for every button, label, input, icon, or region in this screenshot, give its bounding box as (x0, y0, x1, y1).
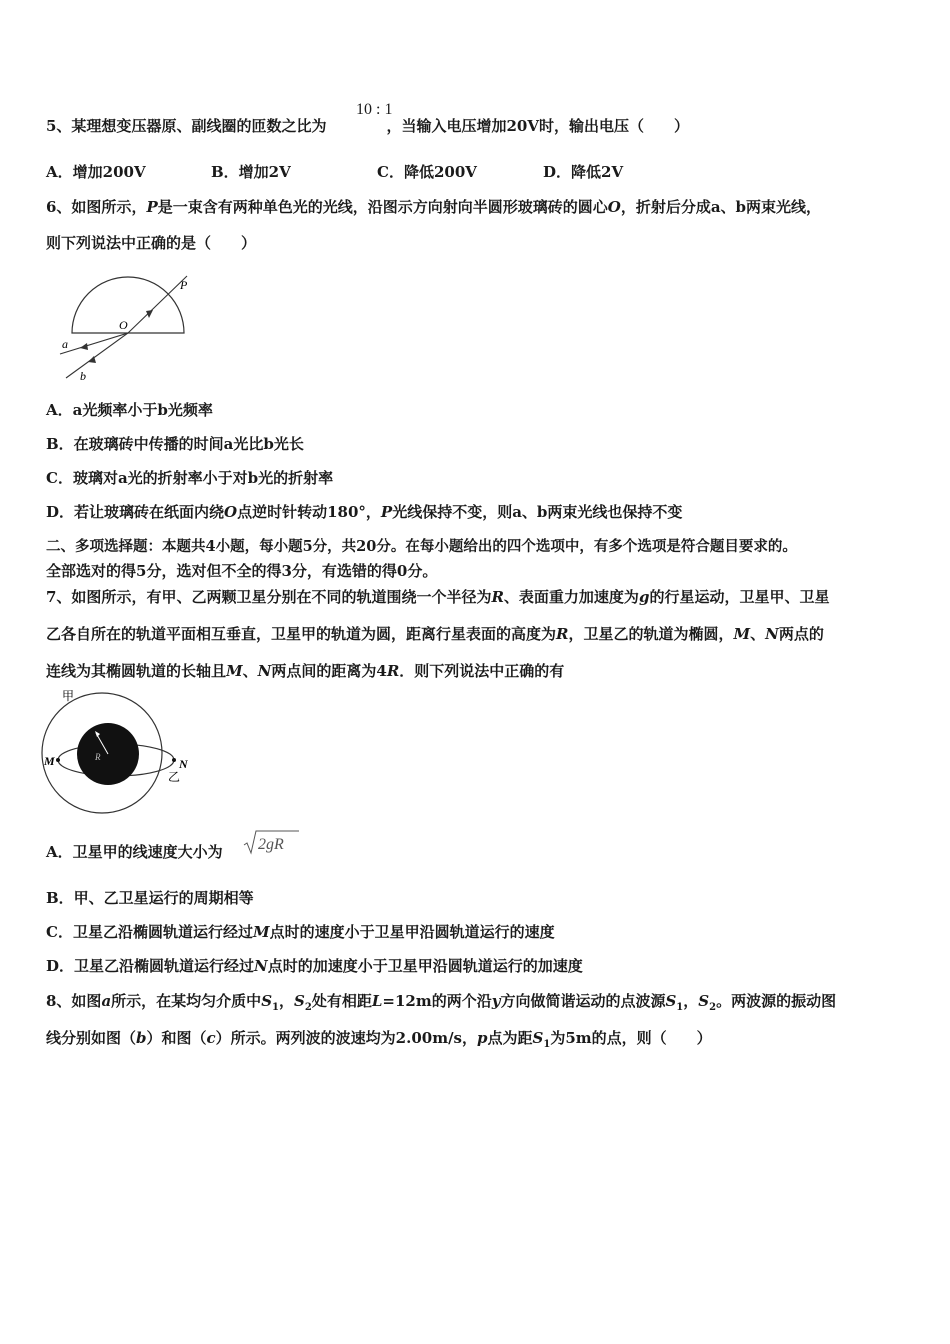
q6-stem-line1: 6、如图所示，P是一束含有两种单色光的光线，沿图示方向射向半圆形玻璃砖的圆心O，折射后分成a、b两束光线， (46, 198, 822, 216)
q8-stem-line2: 线分别如图（b）和图（c）所示。两列波的波速均为2.00m/s，p点为距$S_1$为5m的点，则（ ） (46, 1029, 712, 1050)
q5-option-b[interactable]: B．增加2V (211, 163, 291, 181)
q6-option-b[interactable]: B．在玻璃砖中传播的时间a光比b光长 (46, 435, 304, 453)
q6-option-d[interactable]: D．若让玻璃砖在纸面内绕O点逆时针转动180°，P光线保持不变，则a、b两束光线也保持不变 (46, 503, 683, 521)
svg-text:2gR: 2gR (258, 836, 284, 853)
q7-option-d[interactable]: D．卫星乙沿椭圆轨道运行经过N点时的加速度小于卫星甲沿圆轨道运行的加速度 (46, 957, 583, 975)
q5-ratio: 10 : 1 (356, 101, 393, 118)
label-r: R (95, 752, 101, 762)
label-jia: 甲 (62, 689, 75, 703)
section2-heading-line2: 全部选对的得5分，选对但不全的得3分，有选错的得0分。 (46, 562, 438, 580)
q7-stem-line3: 连线为其椭圆轨道的长轴且M、N两点间的距离为4R．则下列说法中正确的有 (46, 662, 565, 680)
q8-stem-line1: 8、如图a所示，在某均匀介质中$S_1$，$S_2$处有相距L=12m的两个沿y方向做简谐运动的点波源$S_1$，$S_2$。两波源的振动图 (46, 992, 837, 1013)
label-o: O (119, 318, 128, 332)
ray-a-arrow (80, 343, 88, 350)
q6-option-c[interactable]: C．玻璃对a光的折射率小于对b光的折射率 (46, 469, 334, 487)
label-p: P (180, 278, 188, 292)
q7-stem-line2: 乙各自所在的轨道平面相互垂直，卫星甲的轨道为圆，距离行星表面的高度为R，卫星乙的轨道为椭圆，M、N两点的 (46, 625, 824, 643)
q7-option-b[interactable]: B．甲、乙卫星运行的周期相等 (46, 889, 254, 907)
point-m (56, 758, 60, 762)
ray-a (60, 333, 128, 354)
q5-stem: 5、某理想变压器原、副线圈的匝数之比为 ，当输入电压增加20V时，输出电压（ ） (46, 117, 689, 135)
label-b: b (80, 369, 86, 383)
q6-figure-semicircle (50, 272, 200, 387)
q7-stem-line1: 7、如图所示，有甲、乙两颗卫星分别在不同的轨道围绕一个半径为R、表面重力加速度为g的行星运动，卫星甲、卫星 (46, 588, 830, 606)
glass-semicircle (72, 277, 184, 333)
q5-option-c[interactable]: C．降低200V (377, 163, 477, 181)
point-n (172, 758, 176, 762)
q6-option-a[interactable]: A．a光频率小于b光频率 (46, 401, 213, 419)
q7-figure-orbits (40, 688, 200, 816)
label-a: a (62, 337, 68, 351)
q5-option-a[interactable]: A．增加200V (46, 163, 146, 181)
q6-stem-line2: 则下列说法中正确的是（ ） (46, 234, 257, 252)
q7-option-c[interactable]: C．卫星乙沿椭圆轨道运行经过M点时的速度小于卫星甲沿圆轨道运行的速度 (46, 923, 555, 941)
label-yi: 乙 (168, 770, 181, 784)
section2-heading-line1: 二、多项选择题：本题共4小题，每小题5分，共20分。在每小题给出的四个选项中，有多个选项是符合题目要求的。 (46, 538, 797, 555)
label-n: N (179, 757, 188, 771)
sqrt-2gR (243, 828, 301, 856)
q5-option-d[interactable]: D．降低2V (543, 163, 624, 181)
ray-b (66, 333, 128, 378)
label-m: M (44, 754, 55, 768)
q7-option-a[interactable]: A．卫星甲的线速度大小为 (46, 843, 223, 861)
